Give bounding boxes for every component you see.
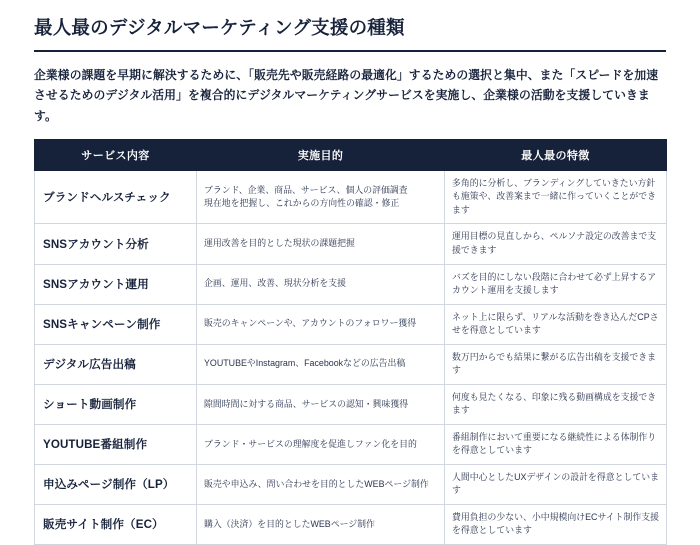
lead-paragraph: 企業様の課題を早期に解決するために、「販売先や販売経路の最適化」するための選択と集中、また「スピードを加速させるためのデジタル活用」を複合的にデジタルマーケティングサービスを実施し、企業様の活動を支援していきます。: [34, 68, 659, 123]
table-row: [35, 304, 667, 344]
cell-purpose: 購入（決済）を目的としたWEBページ制作: [197, 504, 445, 544]
cell-service-name: SNSアカウント運用: [35, 264, 197, 304]
cell-feature: ネット上に限らず、リアルな活動を巻き込んだCPさせを得意としています: [445, 304, 667, 344]
cell-purpose: 隙間時間に対する商品、サービスの認知・興味獲得: [197, 384, 445, 424]
table-row: [35, 344, 667, 384]
column-header-service: サービス内容: [35, 139, 197, 170]
cell-purpose: ブランド・サービスの理解度を促進しファン化を目的: [197, 424, 445, 464]
table-row: [35, 170, 667, 224]
column-header-purpose: 実施目的: [197, 139, 445, 170]
column-header-feature: 最人最の特徴: [445, 139, 667, 170]
cell-feature: 番組制作において重要になる継続性による体制作りを得意としています: [445, 424, 667, 464]
table-header-row: [35, 139, 667, 170]
cell-feature: 人間中心としたUXデザインの設計を得意としています: [445, 464, 667, 504]
cell-purpose: YOUTUBEやInstagram、Facebookなどの広告出稿: [197, 344, 445, 384]
cell-feature: 多角的に分析し、ブランディングしていきたい方針も施策や、改善案まで一緒に作っていくことができます: [445, 170, 667, 224]
cell-feature: 何度も見たくなる、印象に残る動画構成を支援できます: [445, 384, 667, 424]
cell-feature: 運用目標の見直しから、ペルソナ設定の改善まで支援できます: [445, 224, 667, 264]
table-row: [35, 384, 667, 424]
cell-service-name: 申込みページ制作（LP）: [35, 464, 197, 504]
title-divider: [34, 50, 666, 52]
cell-service-name: ショート動画制作: [35, 384, 197, 424]
table-row: [35, 464, 667, 504]
cell-service-name: SNSアカウント分析: [35, 224, 197, 264]
table-row: [35, 264, 667, 304]
table-row: [35, 424, 667, 464]
page-title: 最人最のデジタルマーケティング支援の種類: [34, 17, 405, 38]
cell-purpose: 販売のキャンペーンや、アカウントのフォロワー獲得: [197, 304, 445, 344]
table-row: [35, 504, 667, 544]
cell-service-name: デジタル広告出稿: [35, 344, 197, 384]
table-row: [35, 224, 667, 264]
services-table: [34, 139, 667, 545]
cell-service-name: 販売サイト制作（EC）: [35, 504, 197, 544]
cell-service-name: ブランドヘルスチェック: [35, 170, 197, 224]
cell-feature: 数万円からでも結果に繋がる広告出稿を支援できます: [445, 344, 667, 384]
table-body: [35, 170, 667, 544]
cell-purpose: 企画、運用、改善、現状分析を支援: [197, 264, 445, 304]
cell-purpose: ブランド、企業、商品、サービス、個人の評価調査 現在地を把握し、これからの方向性の確認・修正: [197, 170, 445, 224]
cell-service-name: YOUTUBE番組制作: [35, 424, 197, 464]
cell-feature: バズを目的にしない段階に合わせて必ず上昇するアカウント運用を支援します: [445, 264, 667, 304]
cell-feature: 費用負担の少ない、小中規模向けECサイト制作支援を得意としています: [445, 504, 667, 544]
cell-purpose: 販売や申込み、問い合わせを目的としたWEBページ制作: [197, 464, 445, 504]
cell-service-name: SNSキャンペーン制作: [35, 304, 197, 344]
cell-purpose: 運用改善を目的とした現状の課題把握: [197, 224, 445, 264]
